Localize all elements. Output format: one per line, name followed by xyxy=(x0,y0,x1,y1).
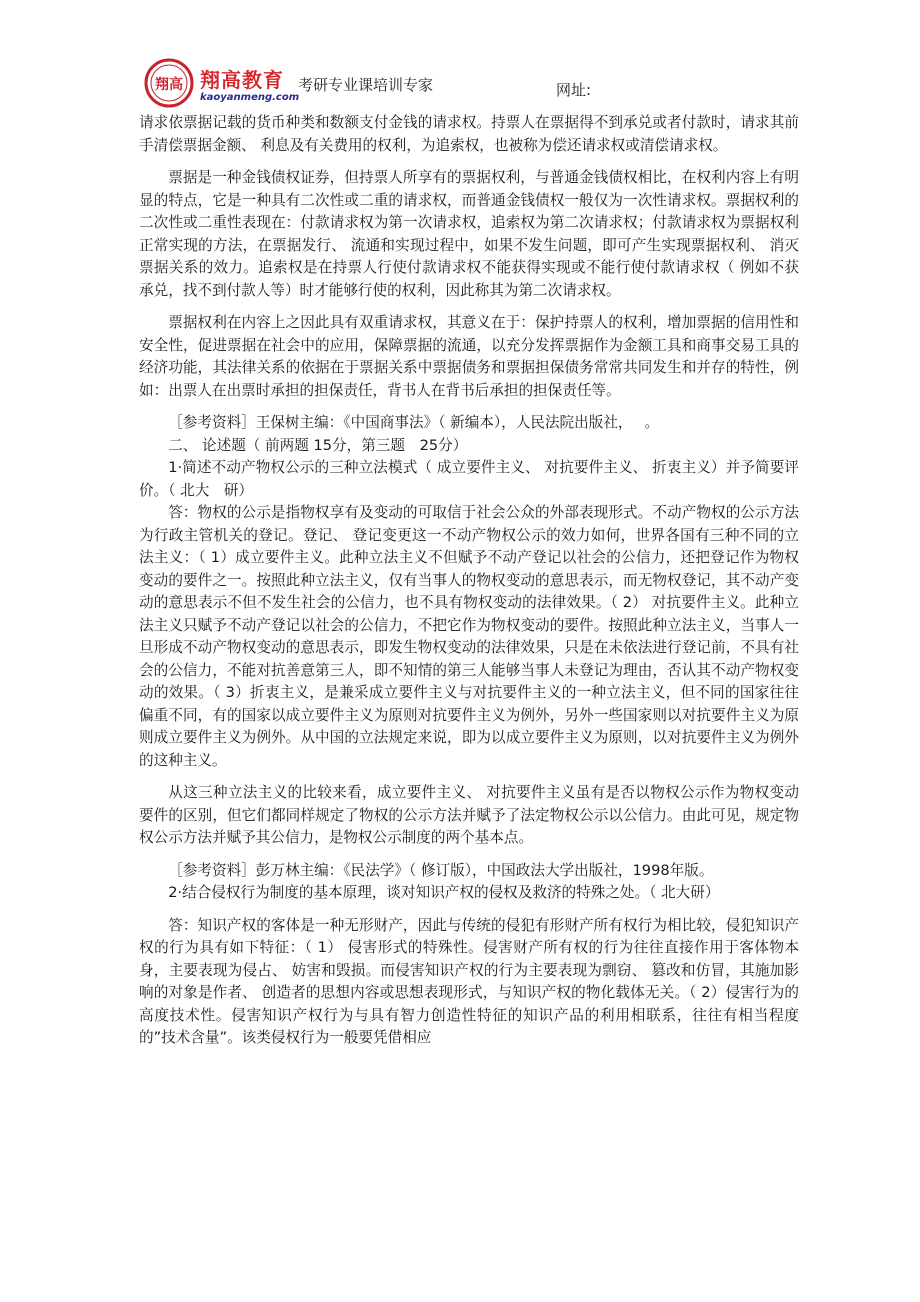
logo-url: kaoyanmeng.com xyxy=(200,92,300,103)
page-header xyxy=(144,52,784,114)
logo-seal-text: 翔高 xyxy=(155,77,183,93)
paragraph: 票据是一种金钱债权证券，但持票人所享有的票据权利，与普通金钱债权相比，在权利内容上有明显的特点，它是一种具有二次性或二重的请求权，而普通金钱债权一般仅为一次性请求权。票据权利的二次性或二重性表现在：付款请求权为第一次请求权，追索权为第二次请求权；付款请求权为票据权利正常实现的方法，在票据发行、 流通和实现过程中，如果不发生问题，即可产生实现票据权利、 消灭票据关系的效力。追索权是在持票人行使付款请求权不能获得实现或不能行使付款请求权（ 例如不获承兑，找不到付款人等）时才能够行使的权利，因此称其为第二次请求权。 xyxy=(139,169,799,299)
paragraph: 票据权利在内容上之因此具有双重请求权，其意义在于：保护持票人的权利，增加票据的信用性和安全性，促进票据在社会中的应用，保障票据的流通，以充分发挥票据作为金额工具和商事交易工具的经济功能，其法律关系的依据在于票据关系中票据债务和票据担保债务常常共同发生和并存的特性，例如：出票人在出票时承担的担保责任，背书人在背书后承担的担保责任等。 xyxy=(139,314,799,399)
answer-paragraph: 答：知识产权的客体是一种无形财产，因此与传统的侵犯有形财产所有权行为相比较，侵犯知识产权的行为具有如下特征：（ 1） 侵害形式的特殊性。侵害财产所有权的行为往往直接作用于客体物本身，主要表现为侵占、 妨害和毁损。而侵害知识产权的行为主要表现为剽窃、 篡改和仿冒，其施加影响的对象是作者、 创造者的思想内容或思想表现形式，与知识产权的物化载体无关。（ 2）侵害行为的高度技术性。侵害知识产权行为与具有智力创造性特征的知识产品的利用相联系，往往有相当程度的”技术含量”。该类侵权行为一般要凭借相应 xyxy=(139,916,799,1046)
answer-paragraph: 答：物权的公示是指物权享有及变动的可取信于社会公众的外部表现形式。不动产物权的公示方法为行政主管机关的登记。登记、 登记变更这一不动产物权公示的效力如何，世界各国有三种不同的立法主义：（ 1）成立要件主义。此种立法主义不但赋予不动产登记以社会的公信力，还把登记作为物权变动的要件之一。按照此种立法主义，仅有当事人的物权变动的意思表示，而无物权登记，其不动产变动的意思表示不但不发生社会的公信力，也不具有物权变动的法律效果。（ 2） 对抗要件主义。此种立法主义只赋予不动产登记以社会的公信力，不把它作为物权变动的要件。按照此种立法主义，当事人一旦形成不动产物权变动的意思表示，即发生物权变动的法律效果，只是在未依法进行登记前，不具有社会的公信力，不能对抗善意第三人，即不知情的第三人能够当事人未登记为理由，否认其不动产物权变动的效果。（ 3）折衷主义，是兼采成立要件主义与对抗要件主义的一种立法主义，但不同的国家往往偏重不同，有的国家以成立要件主义为原则对抗要件主义为例外，另外一些国家则以对抗要件主义为原则成立要件主义为例外。从中国的立法规定来说，即为以成立要件主义为原则，以对抗要件主义为例外的这种主义。 xyxy=(139,504,799,769)
question: 1·简述不动产物权公示的三种立法模式（ 成立要件主义、 对抗要件主义、 折衷主义）并予简要评价。（ 北大 研） xyxy=(139,459,799,499)
paragraph: 请求依票据记载的货币种类和数额支付金钱的请求权。持票人在票据得不到承兑或者付款时，请求其前手清偿票据金额、 利息及有关费用的权利，为追索权，也被称为偿还请求权或清偿请求权。 xyxy=(139,114,799,154)
reference-note: ［参考资料］彭万林主编：《民法学》（ 修订版），中国政法大学出版社，1998年版。 xyxy=(168,861,714,879)
header-slogan: 考研专业课培训专家 xyxy=(298,76,434,94)
logo-text: 翔高教育 xyxy=(200,68,284,92)
header-url-label: 网址: xyxy=(556,81,592,99)
document-body xyxy=(139,112,799,1050)
section-heading: 二、 论述题（ 前两题 15分，第三题 25分） xyxy=(168,436,468,454)
reference-note: ［参考资料］王保树主编：《中国商事法》（ 新编本），人民法院出版社， 。 xyxy=(168,414,660,431)
logo-seal-icon xyxy=(144,58,194,108)
question: 2·结合侵权行为制度的基本原理，谈对知识产权的侵权及救济的特殊之处。（ 北大研） xyxy=(168,884,720,901)
paragraph: 从这三种立法主义的比较来看，成立要件主义、 对抗要件主义虽有是否以物权公示作为物权变动要件的区别，但它们都同样规定了物权的公示方法并赋予了法定物权公示以公信力。由此可见，规定物权公示方法并赋予其公信力，是物权公示制度的两个基本点。 xyxy=(139,784,799,846)
